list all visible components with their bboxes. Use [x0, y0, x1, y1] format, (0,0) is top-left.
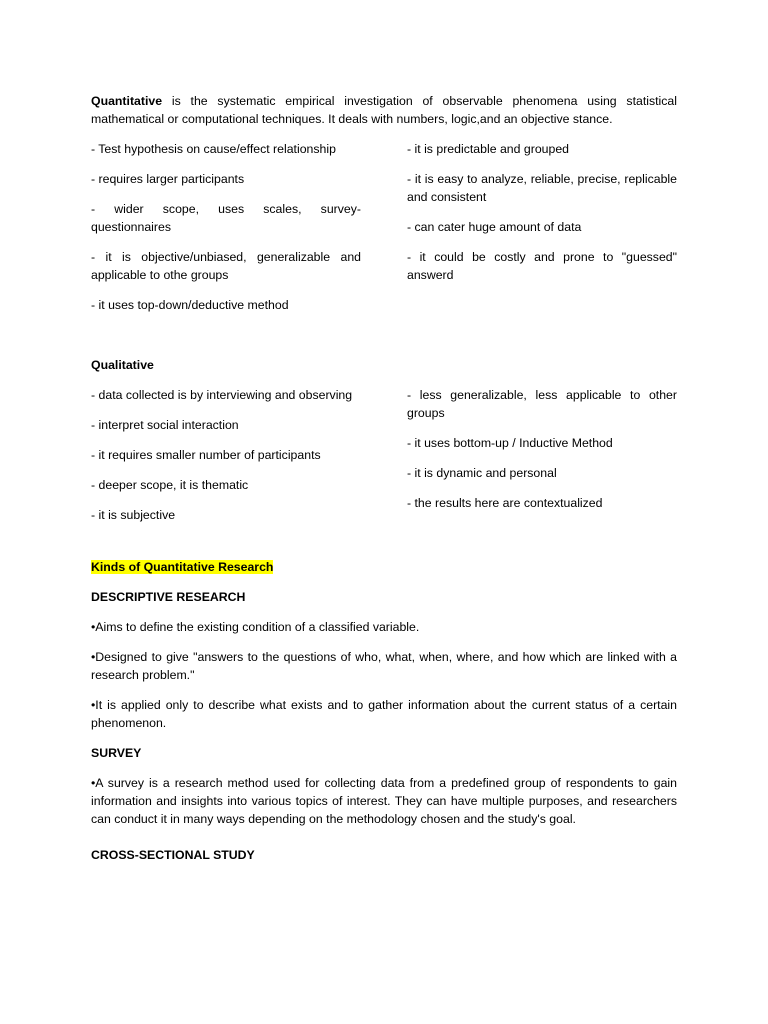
qualitative-columns — [91, 386, 677, 536]
qualitative-right-column — [407, 386, 677, 536]
list-item: - data collected is by interviewing and observing — [91, 388, 353, 402]
quantitative-columns — [91, 140, 677, 326]
list-item: - it is dynamic and personal — [407, 466, 557, 480]
list-item: - the results here are contextualized — [407, 496, 603, 510]
list-item: - it uses bottom-up / Inductive Method — [407, 436, 613, 450]
list-item: - less generalizable, less applicable to other groups — [407, 388, 677, 420]
list-item: - Test hypothesis on cause/effect relationship — [91, 142, 336, 156]
list-item: - interpret social interaction — [91, 418, 239, 432]
list-item: - requires larger participants — [91, 172, 245, 186]
qualitative-heading: Qualitative — [91, 358, 154, 372]
quantitative-term: Quantitative — [91, 94, 163, 108]
list-item: - it requires smaller number of participants — [91, 448, 321, 462]
document-content — [91, 92, 677, 876]
list-item: - it is objective/unbiased, generalizable and applicable to othe groups — [91, 250, 361, 282]
bullet-paragraph: •Designed to give "answers to the questions of who, what, when, where, and how which are linked with a research problem." — [91, 650, 677, 682]
cross-sectional-heading: CROSS-SECTIONAL STUDY — [91, 848, 255, 862]
quantitative-definition — [91, 92, 677, 128]
bullet-paragraph: •Aims to define the existing condition of a classified variable. — [91, 620, 420, 634]
survey-heading: SURVEY — [91, 746, 142, 760]
quantitative-right-column — [407, 140, 677, 326]
quantitative-definition-text: is the systematic empirical investigation of observable phenomena using statistical mathematical or computational techniques. It deals with numbers, logic,and an objective stance. — [91, 94, 677, 126]
list-item: - it is subjective — [91, 508, 176, 522]
list-item: - it is easy to analyze, reliable, precise, replicable and consistent — [407, 172, 677, 204]
list-item: - it could be costly and prone to "guessed" answerd — [407, 250, 677, 282]
list-item: - it is predictable and grouped — [407, 142, 570, 156]
bullet-paragraph: •It is applied only to describe what exists and to gather information about the current status of a certain phenomenon. — [91, 698, 677, 730]
list-item: - it uses top-down/deductive method — [91, 298, 289, 312]
kinds-heading-highlight: Kinds of Quantitative Research — [91, 560, 274, 574]
kinds-heading — [91, 558, 677, 576]
list-item: - wider scope, uses scales, survey-questionnaires — [91, 202, 361, 234]
bullet-paragraph: •A survey is a research method used for collecting data from a predefined group of respondents to gain information and insights into various topics of interest. They can have multiple purposes, and researchers can conduct it in many ways depending on the methodology chosen and the study's goal. — [91, 776, 677, 826]
list-item: - deeper scope, it is thematic — [91, 478, 249, 492]
list-item: - can cater huge amount of data — [407, 220, 582, 234]
quantitative-left-column — [91, 140, 361, 326]
qualitative-left-column — [91, 386, 361, 536]
descriptive-research-heading: DESCRIPTIVE RESEARCH — [91, 590, 246, 604]
